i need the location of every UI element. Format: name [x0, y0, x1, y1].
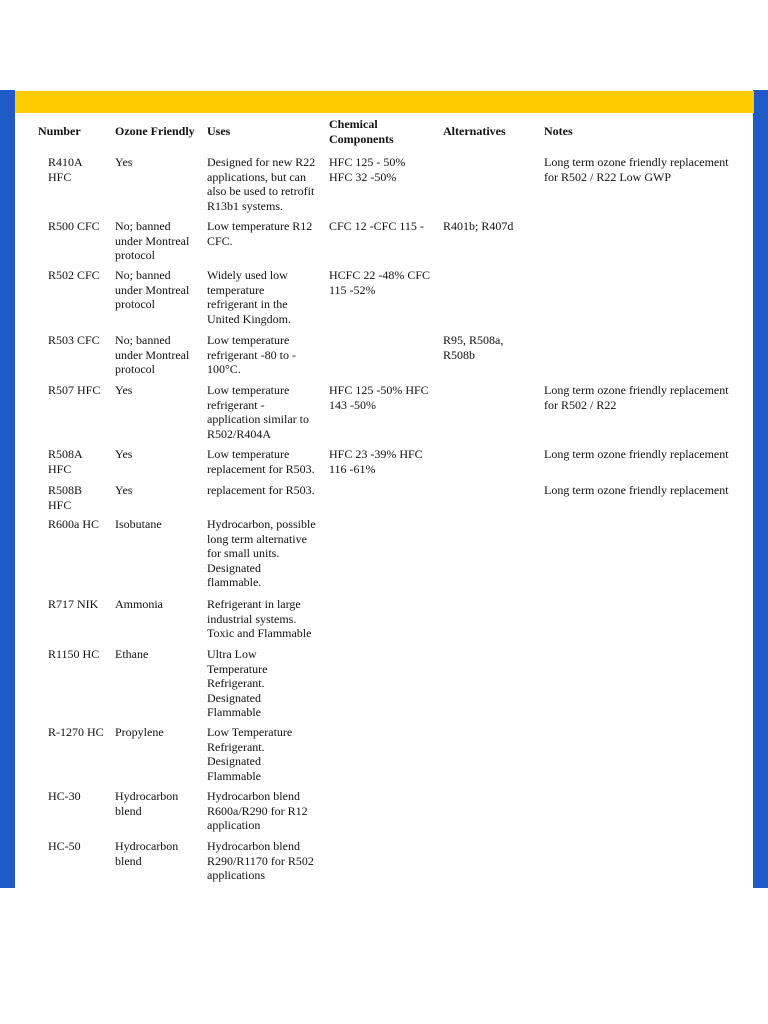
- cell-number: HC-30: [48, 789, 81, 803]
- cell-number: R-1270 HC: [48, 725, 104, 739]
- cell-uses: Low temperature replacement for R503.: [207, 447, 315, 476]
- cell-chemical: CFC 12 -CFC 115 -: [329, 219, 424, 233]
- header-alternatives: Alternatives: [443, 124, 506, 138]
- cell-uses: Low temperature refrigerant - application similar to R502/R404A: [207, 383, 309, 441]
- cell-number: R508A HFC: [48, 447, 83, 476]
- cell-ozone: Hydrocarbon blend: [115, 839, 179, 868]
- cell-number: R503 CFC: [48, 333, 100, 347]
- header-uses: Uses: [207, 124, 231, 138]
- cell-notes: Long term ozone friendly replacement: [544, 483, 729, 497]
- cell-number: R502 CFC: [48, 268, 100, 282]
- cell-ozone: Propylene: [115, 725, 164, 739]
- cell-ozone: Ammonia: [115, 597, 163, 611]
- cell-chemical: HCFC 22 -48% CFC 115 -52%: [329, 268, 431, 297]
- header-number: Number: [38, 124, 81, 138]
- cell-uses: Ultra Low Temperature Refrigerant. Designated Flammable: [207, 647, 268, 720]
- cell-ozone: Yes: [115, 483, 133, 497]
- header-notes: Notes: [544, 124, 573, 138]
- cell-ozone: Yes: [115, 155, 133, 169]
- cell-number: R717 NIK: [48, 597, 99, 611]
- cell-uses: Designed for new R22 applications, but can also be used to retrofit R13b1 systems.: [207, 155, 316, 213]
- cell-chemical: HFC 23 -39% HFC 116 -61%: [329, 447, 423, 476]
- cell-ozone: Ethane: [115, 647, 149, 661]
- cell-number: R410A HFC: [48, 155, 83, 184]
- cell-ozone: Hydrocarbon blend: [115, 789, 179, 818]
- cell-uses: Hydrocarbon, possible long term alternative for small units. Designated flammable.: [207, 517, 316, 590]
- cell-number: R507 HFC: [48, 383, 101, 397]
- cell-ozone: Yes: [115, 447, 133, 461]
- cell-number: HC-50: [48, 839, 81, 853]
- cell-ozone: No; banned under Montreal protocol: [115, 268, 190, 312]
- cell-notes: Long term ozone friendly replacement for R502 / R22: [544, 383, 729, 412]
- cell-number: R600a HC: [48, 517, 99, 531]
- cell-ozone: Isobutane: [115, 517, 162, 531]
- cell-uses: Low temperature R12 CFC.: [207, 219, 313, 248]
- cell-uses: Low temperature refrigerant -80 to - 100°C.: [207, 333, 296, 377]
- cell-number: R1150 HC: [48, 647, 100, 661]
- header-ozone-friendly: Ozone Friendly: [115, 124, 195, 138]
- cell-alternatives: R401b; R407d: [443, 219, 514, 233]
- cell-ozone: No; banned under Montreal protocol: [115, 219, 190, 263]
- cell-number: R500 CFC: [48, 219, 100, 233]
- cell-chemical: HFC 125 - 50% HFC 32 -50%: [329, 155, 406, 184]
- cell-ozone: Yes: [115, 383, 133, 397]
- cell-uses: Hydrocarbon blend R290/R1170 for R502 applications: [207, 839, 314, 883]
- cell-notes: Long term ozone friendly replacement for R502 / R22 Low GWP: [544, 155, 729, 184]
- cell-chemical: HFC 125 -50% HFC 143 -50%: [329, 383, 429, 412]
- cell-notes: Long term ozone friendly replacement: [544, 447, 729, 461]
- header-chemical-components: Chemical Components: [329, 117, 394, 146]
- cell-alternatives: R95, R508a, R508b: [443, 333, 504, 362]
- cell-uses: Low Temperature Refrigerant. Designated Flammable: [207, 725, 293, 783]
- cell-uses: Refrigerant in large industrial systems. Toxic and Flammable: [207, 597, 312, 641]
- cell-uses: Hydrocarbon blend R600a/R290 for R12 application: [207, 789, 308, 833]
- cell-uses: replacement for R503.: [207, 483, 315, 497]
- cell-number: R508B HFC: [48, 483, 83, 512]
- cell-ozone: No; banned under Montreal protocol: [115, 333, 190, 377]
- cell-uses: Widely used low temperature refrigerant in the United Kingdom.: [207, 268, 291, 326]
